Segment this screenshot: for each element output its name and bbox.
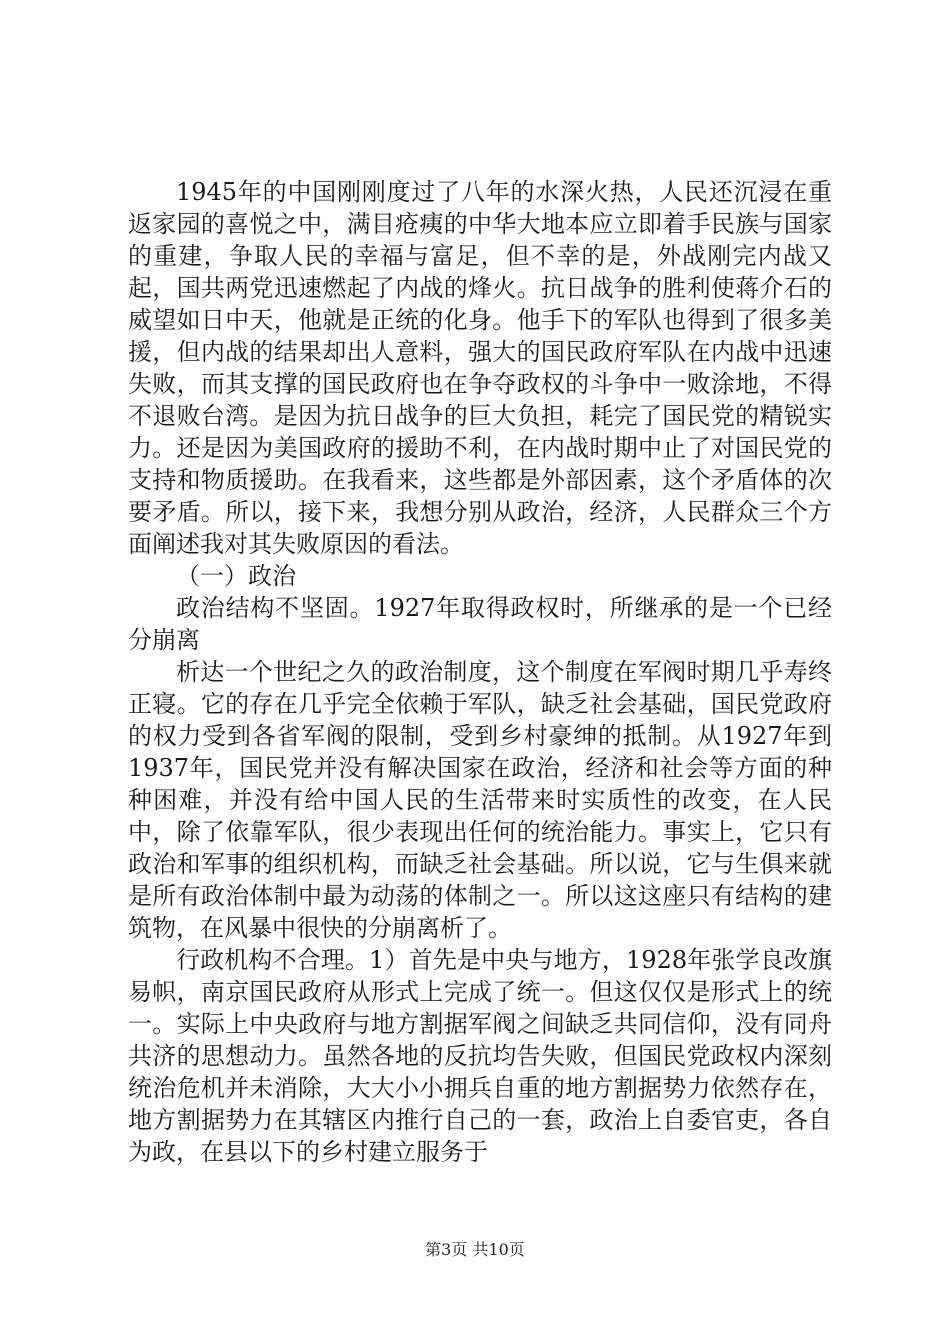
section-heading-politics: （一）政治 bbox=[176, 562, 296, 590]
paragraph-political-structure: 政治结构不坚固。1927年取得政权时，所继承的是一个已经分崩离 bbox=[128, 594, 832, 654]
paragraph-political-structure-cont: 析达一个世纪之久的政治制度，这个制度在军阀时期几乎寿终正寝。它的存在几乎完全依赖于军队，缺乏社会基础，国民党政府的权力受到各省军阀的限制，受到乡村豪绅的抵制。从1927年到1937年，国民党并没有解决国家在政治，经济和社会等方面的种种困难，并没有给中国人民的生活带来时实质性的改变，在人民中，除了依靠军队，很少表现出任何的统治能力。事实上，它只有政治和军事的组织机构，而缺乏社会基础。所以说，它与生俱来就是所有政治体制中最为动荡的体制之一。所以这这座只有结构的建筑物，在风暴中很快的分崩离析了。 bbox=[128, 658, 832, 942]
page-number-footer: 第3页 共10页 bbox=[425, 1240, 525, 1259]
document-body bbox=[128, 176, 832, 1168]
paragraph-intro: 1945年的中国刚刚度过了八年的水深火热，人民还沉浸在重返家园的喜悦之中，满目疮痍的中华大地本应立即着手民族与国家的重建，争取人民的幸福与富足，但不幸的是，外战刚完内战又起，国共两党迅速燃起了内战的烽火。抗日战争的胜利使蒋介石的威望如日中天，他就是正统的化身。他手下的军队也得到了很多美援，但内战的结果却出人意料，强大的国民政府军队在内战中迅速失败，而其支撑的国民政府也在争夺政权的斗争中一败涂地，不得不退败台湾。是因为抗日战争的巨大负担，耗完了国民党的精锐实力。还是因为美国政府的援助不利，在内战时期中止了对国民党的支持和物质援助。在我看来，这些都是外部因素，这个矛盾体的次要矛盾。所以，接下来，我想分别从政治，经济，人民群众三个方面阐述我对其失败原因的看法。 bbox=[128, 178, 832, 558]
paragraph-administrative-structure: 行政机构不合理。1）首先是中央与地方，1928年张学良改旗易帜，南京国民政府从形式上完成了统一。但这仅仅是形式上的统一。实际上中央政府与地方割据军阀之间缺乏共同信仰，没有同舟共济的思想动力。虽然各地的反抗均告失败，但国民党政权内深刻统治危机并未消除，大大小小拥兵自重的地方割据势力依然存在，地方割据势力在其辖区内推行自己的一套，政治上自委官吏，各自为政，在县以下的乡村建立服务于 bbox=[128, 946, 832, 1166]
